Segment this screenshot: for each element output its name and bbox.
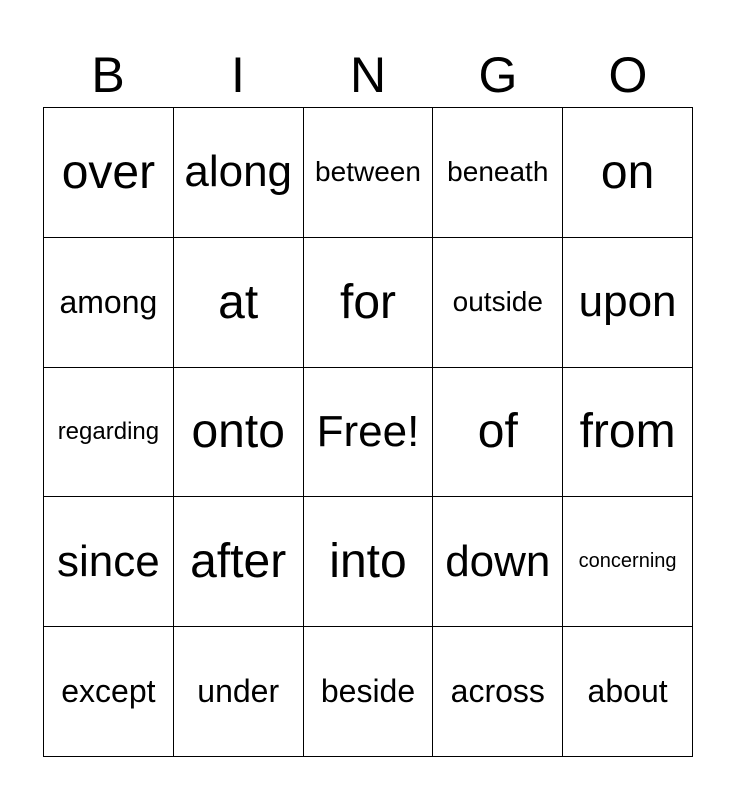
- bingo-cell[interactable]: into: [304, 497, 434, 627]
- bingo-cell[interactable]: about: [563, 627, 693, 757]
- header-letter-i: I: [231, 47, 245, 103]
- bingo-cell[interactable]: beneath: [433, 108, 563, 238]
- bingo-cell[interactable]: between: [304, 108, 434, 238]
- header-letter-n: N: [349, 47, 387, 103]
- header-letter-o: O: [608, 47, 648, 103]
- bingo-cell[interactable]: across: [433, 627, 563, 757]
- bingo-cell[interactable]: at: [174, 238, 304, 368]
- bingo-cell[interactable]: among: [44, 238, 174, 368]
- bingo-cell[interactable]: after: [174, 497, 304, 627]
- header-letter-b: B: [91, 47, 125, 103]
- bingo-cell[interactable]: beside: [304, 627, 434, 757]
- bingo-cell[interactable]: upon: [563, 238, 693, 368]
- bingo-cell[interactable]: onto: [174, 368, 304, 498]
- bingo-cell[interactable]: of: [433, 368, 563, 498]
- bingo-cell[interactable]: for: [304, 238, 434, 368]
- bingo-header: [43, 44, 693, 106]
- bingo-cell[interactable]: under: [174, 627, 304, 757]
- bingo-cell[interactable]: along: [174, 108, 304, 238]
- bingo-cell[interactable]: down: [433, 497, 563, 627]
- header-letter-g: G: [478, 47, 518, 103]
- bingo-board: [43, 107, 693, 757]
- bingo-cell[interactable]: since: [44, 497, 174, 627]
- bingo-cell[interactable]: concerning: [563, 497, 693, 627]
- bingo-cell[interactable]: outside: [433, 238, 563, 368]
- bingo-cell[interactable]: except: [44, 627, 174, 757]
- bingo-cell[interactable]: over: [44, 108, 174, 238]
- bingo-cell[interactable]: on: [563, 108, 693, 238]
- bingo-cell[interactable]: regarding: [44, 368, 174, 498]
- bingo-cell[interactable]: from: [563, 368, 693, 498]
- free-space[interactable]: Free!: [304, 368, 434, 498]
